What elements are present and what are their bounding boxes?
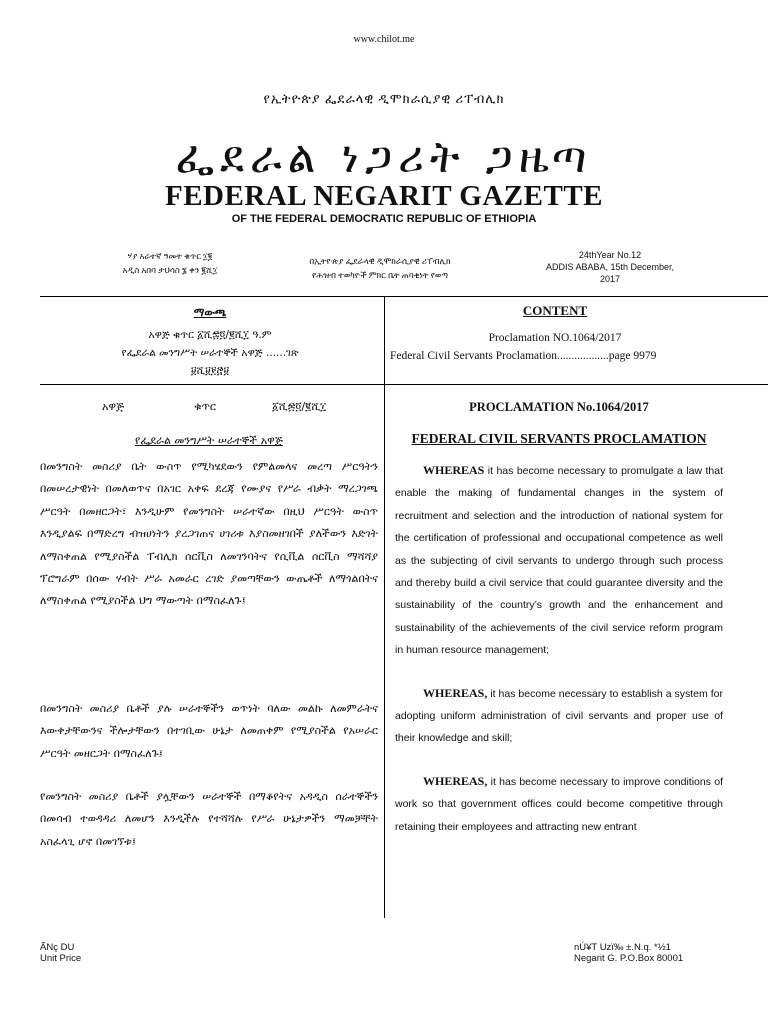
issue-year: 2017 xyxy=(599,274,621,284)
proclamation-number-heading: PROCLAMATION No.1064/2017 xyxy=(469,400,649,414)
source-url[interactable]: www.chilot.me xyxy=(353,34,415,45)
whereas-text-1: it has become necessary to promulgate a law that enable the making of fundamental changes in the system of recruitment and selection and the introduction of national system for the certification of professional and occupational competence as well as the subjecting of civil servants to undergo through such process and thereby build a civil service that could guarantee diversity and the sustainability of the country’s growth and the enhancement and sustainability of the achievements of the civil service reform program in human resource management; xyxy=(395,465,723,657)
whereas-paragraph-1 xyxy=(395,459,723,662)
amharic-country-name: የኢትዮጵያ ፌደራላዊ ዲሞክራሲያዊ ሪፐብሊክ xyxy=(263,91,505,106)
whereas-text-2: it has become necessary to establish a system for adopting uniform administration of civil servants and proper use of their knowledge and skill; xyxy=(395,687,723,745)
procl-num-label: ቁጥር xyxy=(194,400,216,413)
issue-year-number-amharic: ሃያ አራተኛ ዓመት ቁጥር ፲፪ xyxy=(127,251,213,261)
toc-amharic xyxy=(40,306,380,380)
whereas-paragraph-2 xyxy=(395,682,723,750)
po-box-label: Negarit G. P.O.Box 80001 xyxy=(574,953,684,964)
left-column xyxy=(40,400,378,876)
procl-label: አዋጅ xyxy=(102,400,125,413)
toc-amharic-line-3: ፱ሺ፱፻፸፱ xyxy=(190,365,230,377)
proclamation-title: FEDERAL CIVIL SERVANTS PROCLAMATION xyxy=(411,431,707,446)
po-box xyxy=(574,942,744,964)
publisher-line-1: በኢትዮጵያ ፌደራላዊ ዲሞክራሲያዊ ሪፐብሊክ xyxy=(309,256,451,266)
toc-amharic-line-2[interactable]: የፌደራል መንግሥት ሠራተኞች አዋጅ ......ገጽ xyxy=(121,347,299,359)
toc-english-line-1: Proclamation NO.1064/2017 xyxy=(488,332,622,344)
issue-info-amharic xyxy=(80,249,260,277)
whereas-lead-2: WHEREAS, xyxy=(423,685,488,700)
toc-english-line-2[interactable]: Federal Civil Servants Proclamation..................page 9979 xyxy=(390,350,657,362)
unit-price-amharic: ÃNç DU xyxy=(40,942,75,953)
english-gazette-title: FEDERAL NEGARIT GAZETTE xyxy=(164,180,604,212)
divider-middle xyxy=(40,384,768,385)
toc-amharic-heading: ማውጫ xyxy=(193,306,227,319)
amharic-proclamation-title: የፌደራል መንግሥት ሠራተኞች አዋጅ xyxy=(135,434,283,447)
column-divider xyxy=(384,296,385,918)
issue-year-number: 24thYear No.12 xyxy=(578,250,642,260)
divider-top xyxy=(40,296,768,297)
publisher-info-amharic xyxy=(265,254,495,282)
amharic-paragraph-2: በመንግስት መስሪያ ቤቶች ያሉ ሠራተኞችን ወጥነት ባለው መልኩ ለመምራትና እውቀታቸውንና ችሎታቸውን በተገቢው ሁኔታ ለመጠቀም የሚያስችል የአሠራር ሥርዓት መዘርጋት በማስፈለጉ፤ xyxy=(40,702,378,760)
amharic-proclamation-number xyxy=(40,400,378,420)
amharic-paragraph-3: የመንግስት መስሪያ ቤቶች ያሏቸውን ሠራተኞች በማቆየትና አዳዲስ ሰራተኞችን በመሳብ ተወዳዳሪ ለመሆን እንዲችሉ የተሻሻሉ የሥራ ሁኔታዎችን ማመቻቸት አስፈላጊ ሆኖ በመገኘቱ፤ xyxy=(40,790,378,848)
unit-price xyxy=(40,942,200,964)
publisher-line-2: የሕዝብ ተወካዮች ምክር ቤት ጠባቂነት የወጣ xyxy=(312,270,448,280)
whereas-lead-1: WHEREAS xyxy=(423,463,485,477)
whereas-paragraph-3 xyxy=(395,770,723,838)
whereas-text-3: it has become necessary to improve conditions of work so that government offices could become competitive through retaining their employees and attracting new entrant xyxy=(395,775,723,833)
toc-english xyxy=(390,303,740,365)
unit-price-label: Unit Price xyxy=(40,953,82,964)
toc-english-heading: CONTENT xyxy=(522,303,588,318)
right-column xyxy=(395,400,723,838)
issue-date-amharic: አዲስ አበባ ታህሳስ ፮ ቀን ፪ሺ፲ xyxy=(122,265,218,275)
amharic-paragraph-1: በመንግስት መስሪያ ቤት ውስጥ የሚካሄደውን የምልመላና መረጣ ሥርዓትን በመሠረታዊነት በመለወጥና በአገር አቀፍ ደረጃ የሙያና የሥራ ብቃት ማረጋገጫ ሥርዓት በመዘርጋት፣ እንዲሁም የመንግስት ሠራተኛው በዚህ ሥርዓት ውስጥ እንዲያልፍ በማድረግ ብዝሀነትን ያረጋገጠና ሀገሪቱ እያስመዘገበች ያለችውን እድገት ለማስቀጠል የሚያስችል ፐብሊክ ሰርቪስ ለመገንባትና የሲቪል ሰርቪስ ማሻሻያ ፕሮግራም በሰው ሃብት ሥራ አመራር ረገድ ያመጣቸውን ውጤቶች ለማጎልበትና ለማስቀጠል የሚያስችል ህግ ማውጣት በማስፈለጉ፤ xyxy=(40,460,378,608)
po-box-amharic: nÚ¥T Uzï‰ ±.N.q. *½1 xyxy=(574,942,671,953)
issue-date: ADDIS ABABA, 15th December, xyxy=(545,262,675,272)
toc-amharic-line-1: አዋጅ ቁጥር ፩ሺ፷፬/፪ሺ፲ ዓ.ም xyxy=(148,329,272,341)
amharic-gazette-title: ፌደራል ነጋሪት ጋዜጣ xyxy=(175,132,593,183)
whereas-lead-3: WHEREAS, xyxy=(423,773,488,788)
english-subtitle: OF THE FEDERAL DEMOCRATIC REPUBLIC OF ETHIOPIA xyxy=(231,213,537,225)
procl-num: ፩ሺ፷፬/፪ሺ፲ xyxy=(272,400,327,413)
issue-info-english xyxy=(520,249,700,285)
